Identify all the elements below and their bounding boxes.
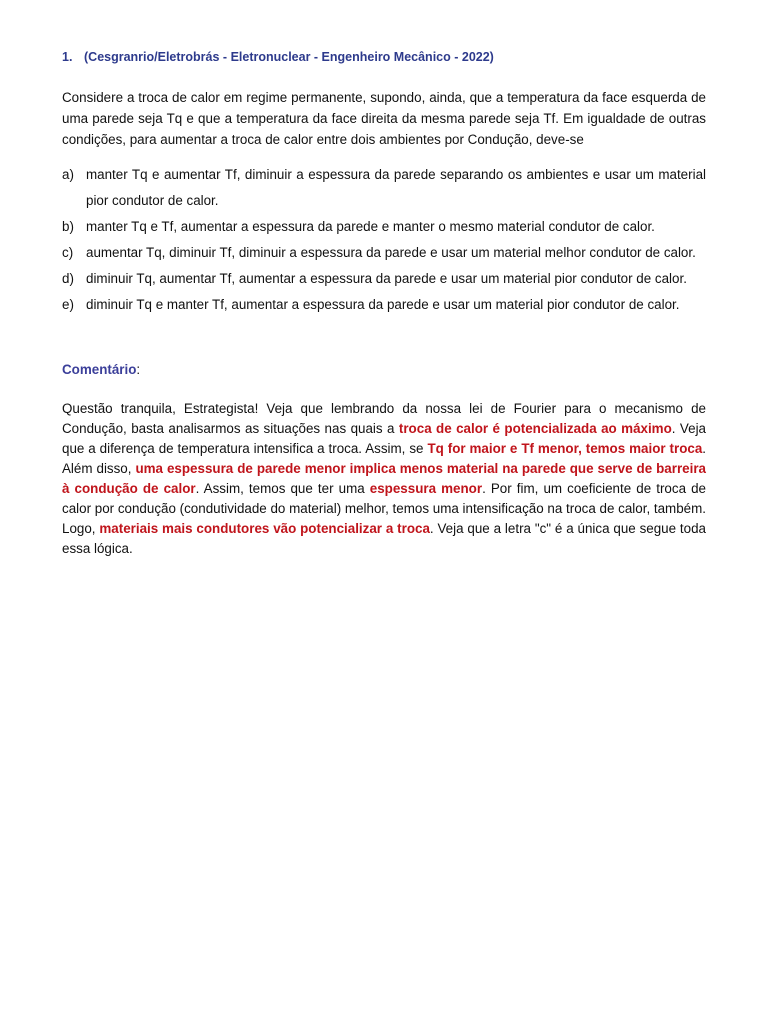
comment-highlight: Tq for maior e Tf menor, temos maior troca [427,441,703,456]
comment-text: Questão tranquila, Estrategista! Veja que lembrando da nossa lei de Fourier para o mecanismo de Condução, basta analisarmos as situações nas quais a [62,401,706,436]
comment-heading [62,362,140,377]
option-text: manter Tq e aumentar Tf, diminuir a espessura da parede separando os ambientes e usar um material pior condutor de calor. [86,167,706,208]
option-text: aumentar Tq, diminuir Tf, diminuir a espessura da parede e usar um material melhor condutor de calor. [86,245,696,260]
comment-highlight: troca de calor é potencializada ao máximo [398,421,672,436]
option-letter: a) [62,167,74,182]
option-text: diminuir Tq, aumentar Tf, aumentar a espessura da parede e usar um material pior condutor de calor. [86,271,687,286]
comment-highlight: espessura menor [369,481,483,496]
option-e [62,292,706,318]
option-text: manter Tq e Tf, aumentar a espessura da parede e manter o mesmo material condutor de calor. [86,219,655,234]
option-c [62,240,706,266]
comment-text: . Por fim, um coeficiente de troca de calor por condução (condutividade do material) melhor, temos uma intensificação na troca de calor, também. Logo, [62,481,706,536]
question-number: 1. [62,50,73,64]
comment-text: . Veja que a letra "c" é a única que segue toda essa lógica. [62,521,706,556]
option-letter: e) [62,297,74,312]
option-a [62,162,706,214]
option-letter: d) [62,271,74,286]
option-b [62,214,706,240]
option-d [62,266,706,292]
question-header [62,50,494,64]
comment-highlight: materiais mais condutores vão potencializar a troca [99,521,430,536]
answer-options [62,162,706,318]
comment-text: . Além disso, [62,441,707,476]
option-letter: b) [62,219,74,234]
option-letter: c) [62,245,74,260]
comment-highlight: uma espessura de parede menor implica menos material na parede que serve de barreira à condução de calor [62,461,707,496]
comment-text: . Veja que a diferença de temperatura intensifica a troca. Assim, se [62,421,706,456]
option-text: diminuir Tq e manter Tf, aumentar a espessura da parede e usar um material pior condutor de calor. [86,297,680,312]
comment-body [62,399,706,559]
comment-label: Comentário [62,362,137,377]
question-stem: Considere a troca de calor em regime permanente, supondo, ainda, que a temperatura da face esquerda de uma parede seja Tq e que a temperatura da face direita da mesma parede seja Tf. Em igualdade de outras condições, para aumentar a troca de calor entre dois ambientes por Condução, deve-se [62,90,706,147]
question-source: (Cesgranrio/Eletrobrás - Eletronuclear - Engenheiro Mecânico - 2022) [84,50,494,64]
comment-colon: : [136,362,141,377]
comment-text: . Assim, temos que ter uma [195,481,370,496]
